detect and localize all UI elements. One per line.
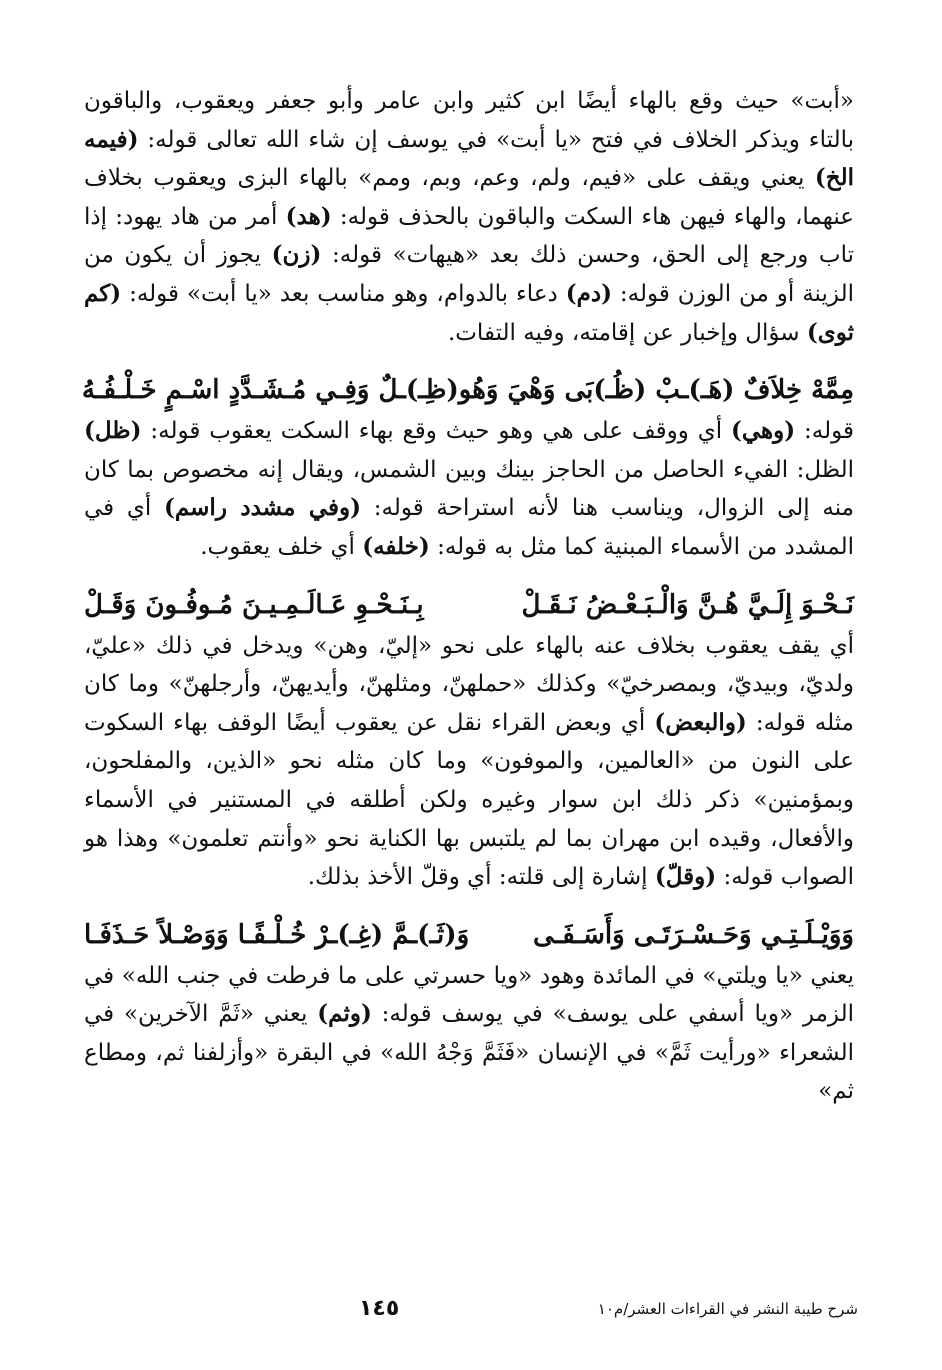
bold-term: (وقلّ) — [654, 863, 717, 891]
verse-first-hemistich: وَوَيْـلَـتِـي وَحَـسْـرَتَـى وَأَسَـفَـى — [533, 919, 854, 950]
text-segment: سؤال وإخبار عن إقامته، وفيه التفات. — [447, 319, 807, 346]
bold-term: (دم) — [565, 279, 612, 307]
text-segment: يعني ويقف على «فيم، ولم، وعم، وبم، ومم» بالهاء البزى ويعقوب بخلاف عنهما، والهاء فيهن هاء السكت والباقون بالحذف قوله: — [84, 165, 854, 230]
verse-first-hemistich: نَـحْـوَ إِلَـيَّ هُـنَّ وَالْـبَـعْـضُ نَـقَـلْ — [521, 589, 854, 620]
verse-second-hemistich: بِـنَـحْـوِ عَـالَـمِـيـنَ مُـوفُـونَ وَقَـلْ — [84, 589, 424, 620]
text-segment: أي خلف يعقوب. — [200, 533, 363, 560]
text-segment: إشارة إلى قلته: أي وقلّ الأخذ بذلك. — [307, 864, 655, 891]
page-body — [81, 82, 855, 1111]
text-segment: أمر من هاد يهود: إذا تاب ورجع إلى الحق، وحسن ذلك بعد «هيهات» قوله: — [84, 203, 854, 269]
text-segment: أي وبعض القراء نقل عن يعقوب أيضًا الوقف بهاء السكوت على النون من «العالمين، والموفون» وما كان مثله نحو «الذين، والمفلحون، وبمؤمنين» ذكر ذلك ابن سوار وغيره ولكن أطلقه في المستنير في الأسماء والأفعال، وقيده ابن مهران بما لم يلتبس بها الكناية نحو «وأنتم تعلمون» وهذا هو الصواب قوله: — [84, 709, 854, 891]
bold-term: (فيمه الخ) — [84, 125, 854, 192]
text-segment: «أبت» حيث وقع بالهاء أيضًا ابن كثير وابن عامر وأبو جعفر ويعقوب، والباقون بالتاء ويذكر الخلاف في فتح «يا أبت» في يوسف إن شاء الله تعالى قوله: — [84, 88, 854, 153]
bold-term: (وثم) — [317, 1000, 372, 1028]
paragraph-1 — [84, 82, 854, 352]
bold-term: (كم ثوى) — [84, 279, 854, 346]
text-segment: قوله: — [795, 418, 855, 445]
book-title: شرح طيبة النشر في القراءات العشر/م١٠ — [597, 1300, 858, 1318]
text-segment: دعاء بالدوام، وهو مناسب بعد «يا أبت» قوله: — [121, 280, 566, 307]
bold-term: (خلفه) — [362, 532, 430, 560]
verse-first-hemistich: مِمَّهْ خِلاَفٌ (هَـ)ـبْ (ظُـ)بَى وَهْيَ وَهُو — [458, 375, 854, 406]
verse-line-2 — [84, 585, 854, 625]
text-segment: أي في المشدد من الأسماء المبنية كما مثل به قوله: — [84, 495, 854, 560]
text-segment: يعني «ثَمَّ الآخرين» في الشعراء «ورأيت ثَمَّ» في الإنسان «فَثَمَّ وَجْهُ الله» في البقرة «وأزلفنا ثم، ومطاع ثم» — [84, 1001, 854, 1105]
paragraph-2 — [84, 412, 854, 566]
page-number: ١٤٥ — [359, 1296, 400, 1321]
bold-term: (وفي مشدد راسم) — [163, 494, 362, 522]
page-footer — [84, 1296, 858, 1330]
verse-line-1 — [81, 370, 854, 410]
bold-term: (وهي) — [731, 417, 796, 445]
paragraph-3 — [84, 627, 854, 897]
text-segment: أي ووقف على هي وهو حيث وقع بهاء السكت يعقوب قوله: — [141, 418, 731, 445]
paragraph-4 — [84, 957, 854, 1111]
verse-second-hemistich: وَ(ثَـ)ـمَّ (غِـ)ـرْ خُـلْـفًـا وَوَصْـلاً حَـذَفَـا — [84, 919, 470, 950]
verse-line-3 — [84, 915, 854, 955]
text-segment: يجوز أن يكون من الزينة أو من الوزن قوله: — [84, 242, 854, 307]
text-segment: أي يقف يعقوب بخلاف عنه بالهاء على نحو «إليّ، وهن» ويدخل في ذلك «عليّ، ولديّ، وبيديّ، وبمصرخيّ» وكذلك «حملهنّ، ومثلهنّ، وأيديهنّ، وأرجلهنّ» وما كان مثله قوله: — [84, 632, 854, 736]
text-segment: يعني «يا ويلتي» في المائدة وهود «ويا حسرتي على ما فرطت في جنب الله» في الزمر «ويا أسفي على يوسف» في يوسف قوله: — [84, 962, 855, 1028]
text-segment: الظل: الفيء الحاصل من الحاجز بينك وبين الشمس، ويقال إنه مخصوص بما كان منه إلى الزوال، ويناسب هنا لأنه استراحة قوله: — [84, 456, 854, 522]
verse-second-hemistich: (ظِـ)ـلٌ وَفِـي مُـشَـدَّدٍ اسْـمٍ خَـلْـفُـهُ — [81, 375, 459, 406]
bold-term: (زن) — [271, 241, 322, 269]
bold-term: (والبعض) — [654, 708, 747, 736]
bold-term: (ظل) — [84, 417, 142, 445]
bold-term: (هد) — [285, 202, 332, 230]
